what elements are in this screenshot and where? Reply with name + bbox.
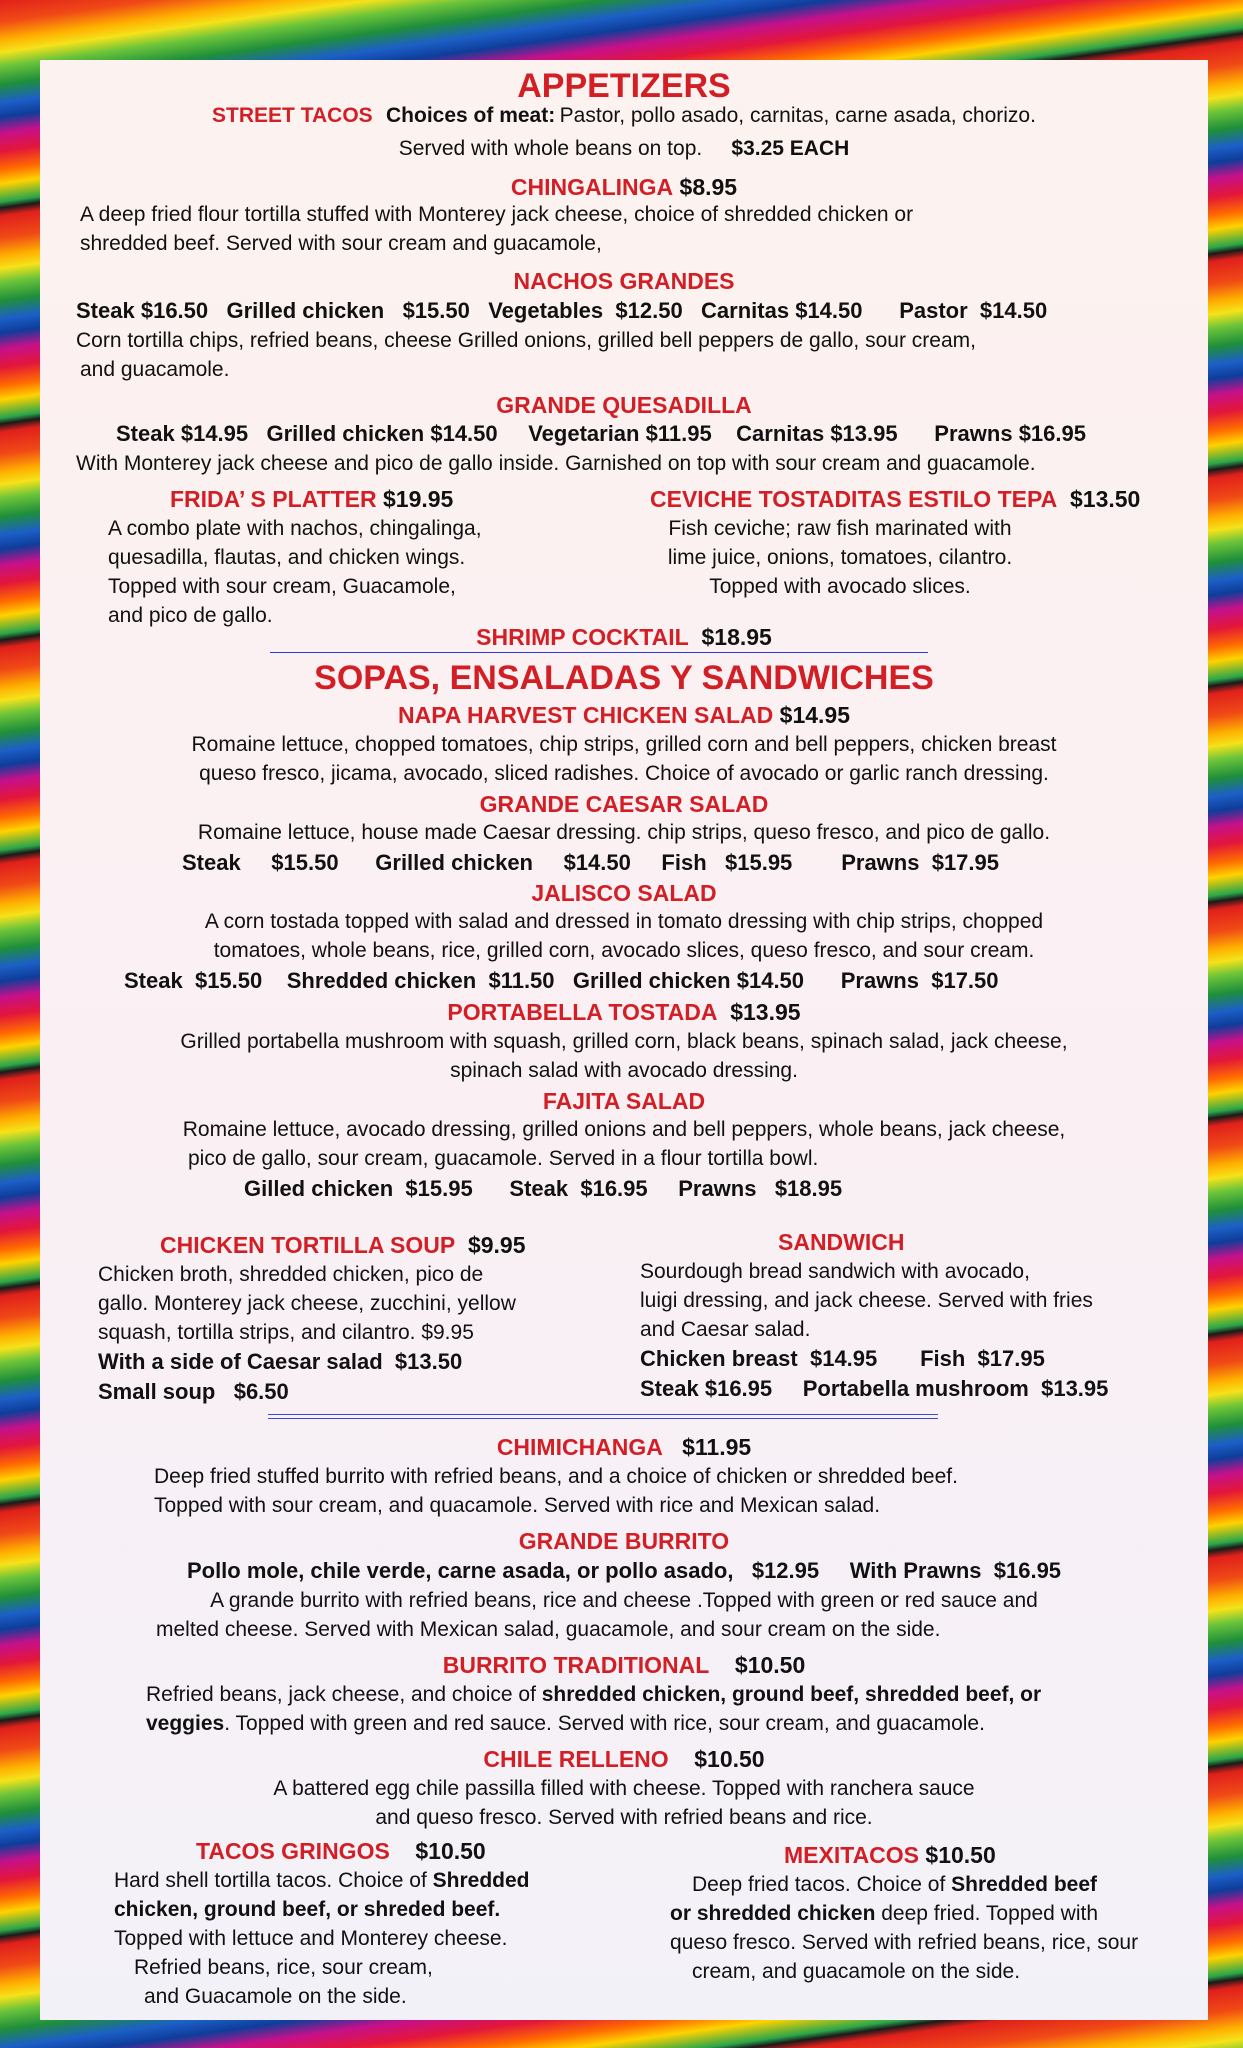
tacos-gringos-heading (196, 1836, 486, 1866)
shrimp-heading (40, 622, 1208, 652)
soup-small-label: Small soup (98, 1379, 216, 1404)
burrito-traditional-desc-2 (146, 1709, 985, 1738)
chingalinga-price: $8.95 (679, 174, 738, 200)
burrito-traditional-desc-text: . Topped with green and red sauce. Served with rice, sour cream, and guacamole. (224, 1712, 985, 1735)
tacos-gringos-desc-line: Refried beans, rice, sour cream, (134, 1956, 433, 1979)
soup-desc (98, 1260, 516, 1407)
jalisco-desc-2: tomatoes, whole beans, rice, grilled corn, avocado slices, queso fresco, and sour cream. (213, 939, 1035, 962)
jalisco-desc-1: A corn tostada topped with salad and dressed in tomato dressing with chip strips, chopped (204, 910, 1044, 933)
street-tacos-line (40, 104, 1208, 128)
quesadilla-price-value: $11.95 (645, 421, 712, 446)
nachos-price-label: Pastor (899, 298, 968, 323)
tacos-gringos-desc-line: and Guacamole on the side. (144, 1985, 407, 2008)
tacos-gringos-desc-line (114, 1866, 530, 1895)
soup-price: $9.95 (467, 1232, 526, 1258)
caesar-price-label: Steak (182, 850, 241, 875)
soup-small-line (98, 1377, 516, 1407)
fajita-price-label: Prawns (678, 1176, 757, 1201)
street-tacos-choices-label: Choices of meat: (386, 104, 556, 127)
sandwich-price-value: $16.95 (704, 1376, 773, 1401)
soup-side-price: $13.50 (394, 1349, 463, 1374)
jalisco-price-value: $14.50 (736, 968, 805, 993)
fridas-desc (108, 514, 482, 630)
jalisco-price-value: $15.50 (194, 968, 263, 993)
street-tacos-served: Served with whole beans on top. (398, 137, 703, 160)
burrito-traditional-veggies: veggies (146, 1712, 225, 1735)
jalisco-price-value: $11.50 (488, 968, 555, 993)
burrito-traditional-desc-1 (146, 1680, 1041, 1709)
fridas-desc-line: and pico de gallo. (108, 604, 273, 627)
soup-small-price: $6.50 (233, 1379, 289, 1404)
fajita-price-label: Steak (509, 1176, 569, 1201)
caesar-desc: Romaine lettuce, house made Caesar dressing. chip strips, queso fresco, and pico de gallo. (197, 821, 1051, 844)
divider (270, 652, 928, 653)
quesadilla-price-value: $16.95 (1018, 421, 1086, 446)
grande-burrito-name: GRANDE BURRITO (518, 1528, 730, 1554)
sandwich-price-label: Steak (640, 1376, 699, 1401)
tacos-gringos-price: $10.50 (415, 1838, 486, 1864)
ceviche-heading (650, 484, 1140, 514)
nachos-name: NACHOS GRANDES (513, 268, 735, 294)
caesar-price-value: $15.50 (271, 850, 339, 875)
grande-burrito-desc-2: melted cheese. Served with Mexican salad, guacamole, and sour cream on the side. (156, 1618, 941, 1641)
ceviche-desc-line: lime juice, onions, tomatoes, cilantro. (667, 546, 1013, 569)
napa-desc-2: queso fresco, jicama, avocado, sliced radishes. Choice of avocado or garlic ranch dressing. (199, 762, 1049, 785)
nachos-price-label: Steak (76, 298, 135, 323)
double-divider (268, 1414, 938, 1419)
soup-desc-line: Chicken broth, shredded chicken, pico de (98, 1263, 484, 1286)
nachos-price-value: $15.50 (402, 298, 470, 323)
jalisco-price-label: Shredded chicken (286, 968, 477, 993)
nachos-price-value: $14.50 (795, 298, 863, 323)
nachos-desc-1: Corn tortilla chips, refried beans, cheese Grilled onions, grilled bell peppers de gallo, sour cream, (76, 329, 976, 352)
quesadilla-price-value: $13.95 (830, 421, 898, 446)
ceviche-desc-line: Fish ceviche; raw fish marinated with (668, 517, 1012, 540)
fridas-desc-line: quesadilla, flautas, and chicken wings. (108, 546, 466, 569)
fridas-desc-line: A combo plate with nachos, chingalinga, (108, 517, 482, 540)
chingalinga-name: CHINGALINGA (510, 174, 674, 200)
sandwich-desc (640, 1257, 1108, 1404)
mexitacos-desc (670, 1870, 1138, 1986)
chimichanga-heading (40, 1432, 1208, 1462)
caesar-price-label: Grilled chicken (375, 850, 533, 875)
grande-burrito-price: $12.95 (751, 1558, 820, 1583)
mexitacos-name: MEXITACOS (784, 1842, 920, 1868)
shrimp-name: SHRIMP COCKTAIL (476, 624, 689, 650)
nachos-price-label: Vegetables (488, 298, 604, 323)
mexitacos-desc-line: cream, and guacamole on the side. (692, 1960, 1021, 1983)
street-tacos-name: STREET TACOS (212, 104, 373, 127)
quesadilla-price-label: Steak (116, 421, 175, 446)
fajita-price-label: Gilled chicken (244, 1176, 394, 1201)
caesar-name: GRANDE CAESAR SALAD (479, 791, 769, 817)
fajita-name: FAJITA SALAD (542, 1088, 706, 1114)
sandwich-desc-line: Sourdough bread sandwich with avocado, (640, 1260, 1030, 1283)
menu-panel (40, 60, 1208, 2020)
sandwich-price-label: Fish (920, 1346, 966, 1371)
quesadilla-desc: With Monterey jack cheese and pico de gallo inside. Garnished on top with sour cream and guacamole. (76, 452, 1036, 475)
napa-name: NAPA HARVEST CHICKEN SALAD (397, 702, 774, 728)
caesar-price-label: Fish (661, 850, 707, 875)
portabella-desc-1: Grilled portabella mushroom with squash, grilled corn, black beans, spinach salad, jack cheese, (180, 1030, 1068, 1053)
burrito-traditional-desc-text: Refried beans, jack cheese, and choice of (146, 1683, 542, 1706)
tacos-gringos-desc-text: Hard shell tortilla tacos. Choice of (114, 1869, 433, 1892)
grande-burrito-prawns-price: $16.95 (993, 1558, 1062, 1583)
tacos-gringos-desc-line: Topped with lettuce and Monterey cheese. (114, 1927, 508, 1950)
burrito-traditional-choices: shredded chicken, ground beef, shredded beef, or (541, 1683, 1042, 1706)
quesadilla-price-label: Prawns (934, 421, 1013, 446)
chile-relleno-name: CHILE RELLENO (483, 1746, 669, 1772)
fajita-price-value: $15.95 (405, 1176, 473, 1201)
soup-desc-line: squash, tortilla strips, and cilantro. $9.95 (98, 1321, 474, 1344)
sandwich-price-row (640, 1374, 1108, 1404)
sandwich-desc-line: and Caesar salad. (640, 1318, 811, 1341)
caesar-prices (182, 848, 999, 878)
portabella-heading (40, 997, 1208, 1027)
nachos-desc-2: and guacamole. (80, 358, 230, 381)
fajita-price-value: $18.95 (774, 1176, 843, 1201)
jalisco-price-value: $17.50 (931, 968, 999, 993)
sandwich-price-value: $14.95 (809, 1346, 878, 1371)
ceviche-name: CEVICHE TOSTADITAS ESTILO TEPA (650, 486, 1058, 512)
chimichanga-name: CHIMICHANGA (496, 1434, 663, 1460)
sandwich-price-value: $13.95 (1041, 1376, 1109, 1401)
nachos-price-label: Carnitas (701, 298, 790, 323)
soup-desc-line: gallo. Monterey jack cheese, zucchini, yellow (98, 1292, 516, 1315)
fridas-price: $19.95 (382, 486, 454, 512)
fridas-desc-line: Topped with sour cream, Guacamole, (108, 575, 456, 598)
caesar-price-value: $15.95 (725, 850, 793, 875)
grande-burrito-desc-1: A grande burrito with refried beans, rice and cheese .Topped with green or red sauce and (210, 1589, 1038, 1612)
mexitacos-desc-line (670, 1870, 1138, 1899)
fajita-price-value: $16.95 (580, 1176, 648, 1201)
sandwich-price-label: Portabella mushroom (802, 1376, 1029, 1401)
jalisco-prices (124, 966, 999, 996)
burrito-traditional-heading (40, 1650, 1208, 1680)
street-tacos-price: $3.25 EACH (731, 137, 850, 160)
nachos-price-label: Grilled chicken (226, 298, 385, 323)
mexitacos-desc-line: queso fresco. Served with refried beans, rice, sour (670, 1931, 1139, 1954)
fajita-desc-1: Romaine lettuce, avocado dressing, grilled onions and bell peppers, whole beans, jack cheese, (182, 1118, 1066, 1141)
caesar-price-value: $14.50 (563, 850, 631, 875)
chimichanga-desc-1: Deep fried stuffed burrito with refried beans, and a choice of chicken or shredded beef. (154, 1465, 958, 1488)
chile-relleno-desc-2: and queso fresco. Served with refried beans and rice. (375, 1806, 873, 1829)
quesadilla-price-label: Vegetarian (528, 421, 640, 446)
mexitacos-desc-line (670, 1899, 1138, 1928)
grande-burrito-options: Pollo mole, chile verde, carne asada, or pollo asado, (186, 1558, 734, 1583)
fajita-desc-2: pico de gallo, sour cream, guacamole. Served in a flour tortilla bowl. (188, 1147, 819, 1170)
ceviche-price: $13.50 (1070, 486, 1141, 512)
jalisco-price-label: Grilled chicken (572, 968, 731, 993)
soup-side-label: With a side of Caesar salad (98, 1349, 383, 1374)
tacos-gringos-name: TACOS GRINGOS (196, 1838, 390, 1864)
chile-relleno-price: $10.50 (694, 1746, 765, 1772)
quesadilla-prices (116, 419, 1086, 449)
grande-burrito-prawns-label: With Prawns (849, 1558, 982, 1583)
chingalinga-desc-1: A deep fried flour tortilla stuffed with Monterey jack cheese, choice of shredded chicken or (80, 203, 914, 226)
quesadilla-price-label: Grilled chicken (266, 421, 425, 446)
chingalinga-heading (40, 172, 1208, 202)
quesadilla-price-label: Carnitas (736, 421, 825, 446)
tacos-gringos-desc-line: chicken, ground beef, or shreded beef. (114, 1898, 501, 1921)
mexitacos-heading (784, 1840, 996, 1870)
ceviche-desc-line: Topped with avocado slices. (709, 575, 971, 598)
quesadilla-price-value: $14.95 (180, 421, 249, 446)
jalisco-name: JALISCO SALAD (531, 880, 717, 906)
sopas-title: SOPAS, ENSALADAS Y SANDWICHES (314, 659, 934, 697)
shrimp-price: $18.95 (701, 624, 772, 650)
mexitacos-price: $10.50 (925, 1842, 996, 1868)
jalisco-price-label: Prawns (840, 968, 919, 993)
napa-desc-1: Romaine lettuce, chopped tomatoes, chip strips, grilled corn and bell peppers, chicken breast (191, 733, 1057, 756)
sandwich-price-label: Chicken breast (640, 1346, 798, 1371)
caesar-price-label: Prawns (841, 850, 920, 875)
appetizers-title: APPETIZERS (517, 67, 731, 105)
mexitacos-choice: Shredded beef (951, 1873, 1098, 1896)
chile-relleno-heading (40, 1744, 1208, 1774)
soup-heading (160, 1230, 526, 1260)
sandwich-price-value: $17.95 (977, 1346, 1045, 1371)
jalisco-price-label: Steak (124, 968, 183, 993)
sandwich-price-row (640, 1344, 1108, 1374)
fridas-heading (170, 484, 453, 514)
caesar-price-value: $17.95 (931, 850, 999, 875)
sandwich-name: SANDWICH (778, 1229, 905, 1255)
portabella-price: $13.95 (730, 999, 801, 1025)
chile-relleno-desc-1: A battered egg chile passilla filled with cheese. Topped with ranchera sauce (273, 1777, 975, 1800)
soup-side-line (98, 1347, 516, 1377)
fridas-name: FRIDA’ S PLATTER (170, 486, 377, 512)
nachos-price-value: $16.50 (140, 298, 209, 323)
quesadilla-price-value: $14.50 (430, 421, 498, 446)
napa-price: $14.95 (779, 702, 851, 728)
portabella-desc-2: spinach salad with avocado dressing. (450, 1059, 798, 1082)
mexitacos-choice: or shredded chicken (670, 1902, 876, 1925)
grande-burrito-options-line (40, 1556, 1208, 1586)
napa-heading (40, 700, 1208, 730)
burrito-traditional-name: BURRITO TRADITIONAL (442, 1652, 710, 1678)
ceviche-desc (640, 514, 1040, 601)
street-tacos-served-line (40, 134, 1208, 163)
nachos-price-value: $12.50 (615, 298, 683, 323)
portabella-name: PORTABELLA TOSTADA (447, 999, 718, 1025)
tacos-gringos-desc (114, 1866, 530, 2011)
mexitacos-desc-text: deep fried. Topped with (875, 1902, 1099, 1925)
quesadilla-name: GRANDE QUESADILLA (496, 392, 752, 418)
nachos-prices (76, 296, 1047, 326)
street-tacos-choices: Pastor, pollo asado, carnitas, carne asada, chorizo. (559, 104, 1036, 127)
nachos-price-value: $14.50 (979, 298, 1048, 323)
chimichanga-price: $11.95 (682, 1434, 752, 1460)
mexitacos-desc-text: Deep fried tacos. Choice of (692, 1873, 952, 1896)
burrito-traditional-price: $10.50 (734, 1652, 806, 1678)
soup-name: CHICKEN TORTILLA SOUP (160, 1232, 456, 1258)
tacos-gringos-choice: Shredded (432, 1869, 530, 1892)
fajita-prices (244, 1174, 842, 1204)
chimichanga-desc-2: Topped with sour cream, and quacamole. Served with rice and Mexican salad. (154, 1494, 881, 1517)
sandwich-desc-line: luigi dressing, and jack cheese. Served with fries (640, 1289, 1093, 1312)
chingalinga-desc-2: shredded beef. Served with sour cream and guacamole, (80, 232, 602, 255)
